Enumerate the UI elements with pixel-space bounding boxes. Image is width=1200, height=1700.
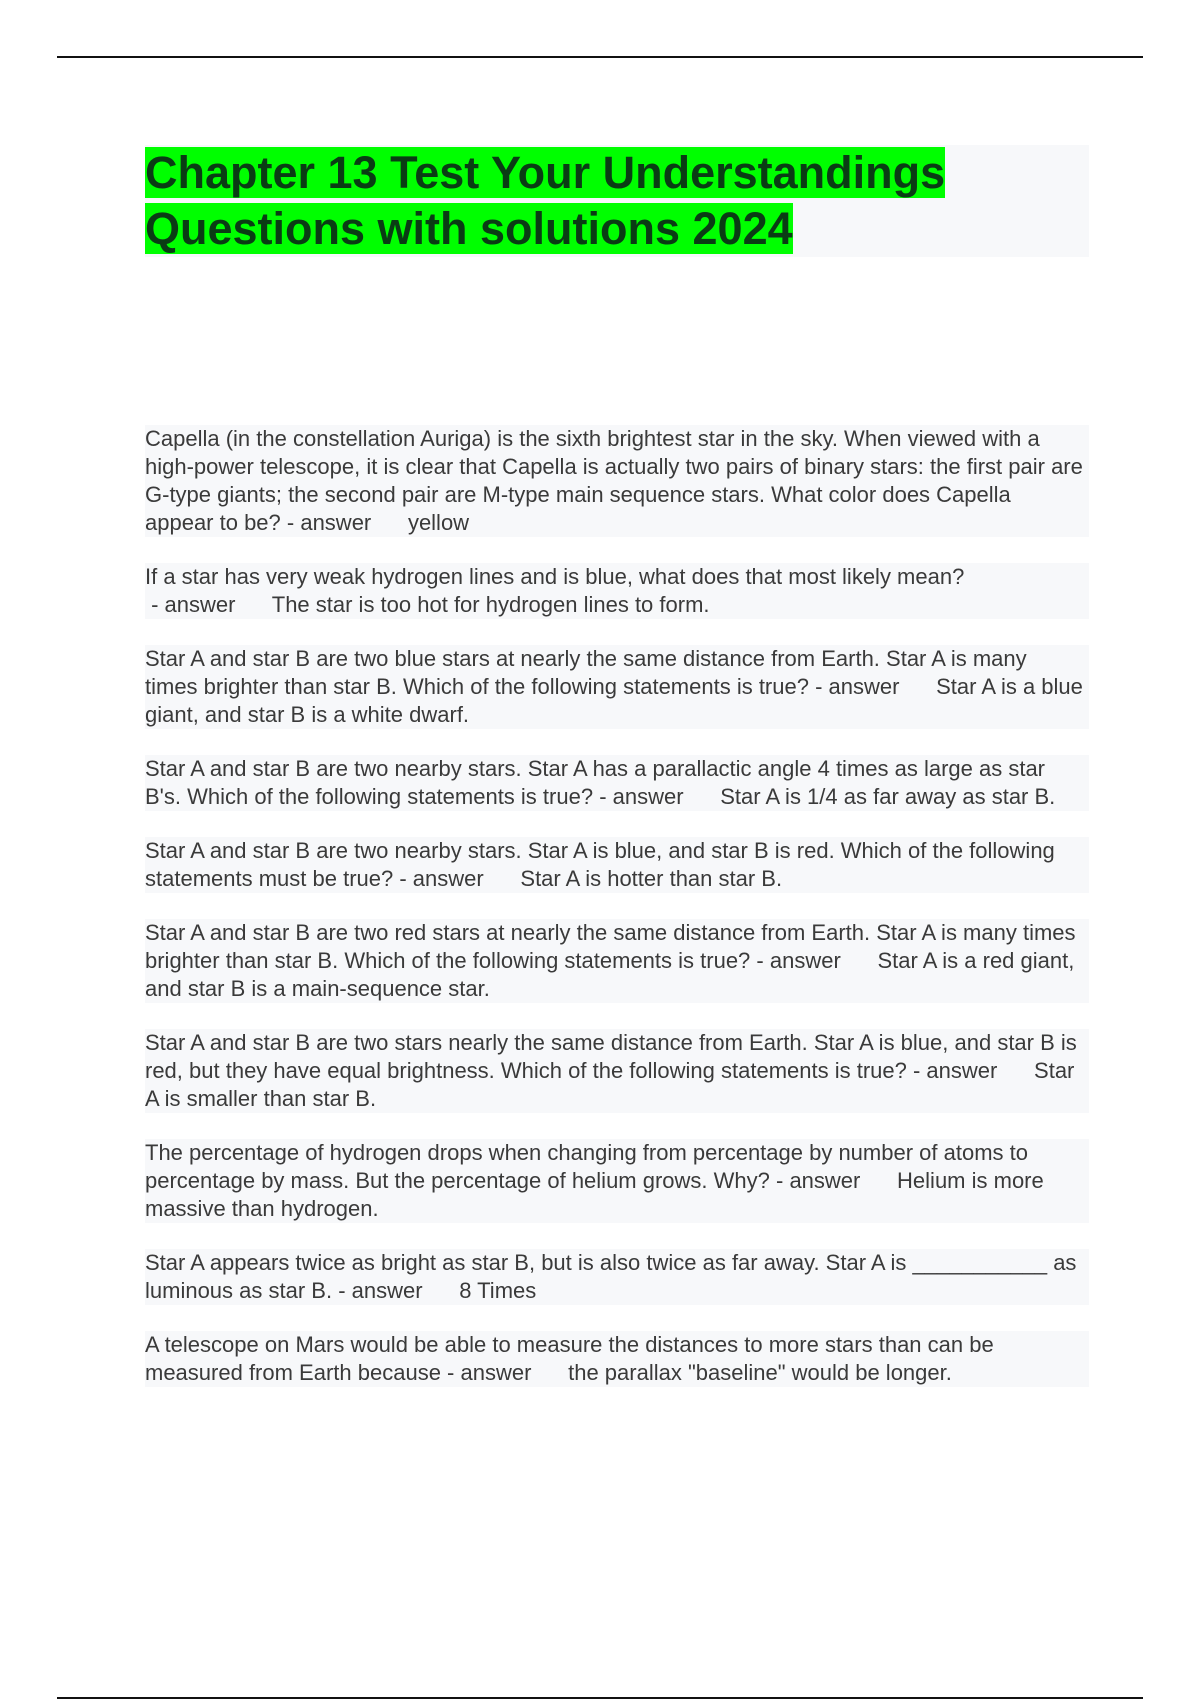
answer-separator: - answer — [593, 784, 721, 809]
answer-separator: - answer — [440, 1360, 569, 1385]
answer-text: Star A is smaller than star B. — [145, 1058, 1075, 1111]
answer-text: 8 Times — [459, 1278, 537, 1303]
answer-text: Star A is 1/4 as far away as star B. — [720, 784, 1056, 809]
qa-item — [145, 837, 1089, 893]
answer-separator: - answer — [145, 592, 272, 617]
qa-item — [145, 1249, 1089, 1305]
qa-item — [145, 1331, 1089, 1387]
qa-item — [145, 1139, 1089, 1223]
answer-text: The star is too hot for hydrogen lines to form. — [271, 592, 710, 617]
document-title — [145, 145, 1089, 257]
answer-separator: - answer — [906, 1058, 1035, 1083]
qa-list — [145, 425, 1089, 1413]
answer-text: Star A is a red giant, and star B is a main-sequence star. — [145, 948, 1075, 1001]
title-block — [145, 145, 1089, 257]
qa-item — [145, 425, 1089, 537]
qa-item — [145, 755, 1089, 811]
question-text: Star A and star B are two nearby stars. Star A is blue, and star B is red. Which of the following statements must be true? — [145, 838, 1055, 891]
bottom-rule — [57, 1697, 1143, 1699]
top-rule — [57, 56, 1143, 58]
question-text: Star A appears twice as bright as star B, but is also twice as far away. Star A is ___________ as luminous as star B. — [145, 1250, 1077, 1303]
answer-text: yellow — [407, 510, 470, 535]
answer-text: the parallax "baseline" would be longer. — [568, 1360, 952, 1385]
answer-text: Helium is more massive than hydrogen. — [145, 1168, 1044, 1221]
qa-item — [145, 645, 1089, 729]
question-text: The percentage of hydrogen drops when changing from percentage by number of atoms to percentage by mass. But the percentage of helium grows. Why? — [145, 1140, 1028, 1193]
question-text: If a star has very weak hydrogen lines and is blue, what does that most likely mean? — [145, 564, 965, 589]
answer-text: Star A is a blue giant, and star B is a white dwarf. — [145, 674, 1083, 727]
question-text: Star A and star B are two stars nearly the same distance from Earth. Star A is blue, and star B is red, but they have equal brightness. Which of the following statements is true? — [145, 1030, 1077, 1083]
question-text: Star A and star B are two nearby stars. Star A has a parallactic angle 4 times as large as star B's. Which of the following statements is true? — [145, 756, 1046, 809]
answer-separator: - answer — [808, 674, 937, 699]
answer-text: Star A is hotter than star B. — [520, 866, 783, 891]
question-text: Star A and star B are two red stars at nearly the same distance from Earth. Star A is many times brighter than star B. Which of the following statements is true? — [145, 920, 1076, 973]
answer-separator: - answer — [393, 866, 521, 891]
qa-item — [145, 563, 1089, 619]
title-line-2: Questions with solutions 2024 — [145, 203, 793, 254]
question-text: A telescope on Mars would be able to measure the distances to more stars than can be measured from Earth because — [145, 1332, 994, 1385]
answer-separator: - answer — [769, 1168, 898, 1193]
qa-item — [145, 1029, 1089, 1113]
answer-separator: - answer — [332, 1278, 460, 1303]
answer-separator: - answer — [280, 510, 408, 535]
question-text: Capella (in the constellation Auriga) is the sixth brightest star in the sky. When viewed with a high-power telescope, it is clear that Capella is actually two pairs of binary stars: the first pair are G-type giants; the second pair are M-type main sequence stars. What color does Capella appear to be? — [145, 426, 1083, 535]
qa-item — [145, 919, 1089, 1003]
title-line-1: Chapter 13 Test Your Understandings — [145, 147, 946, 198]
question-text: Star A and star B are two blue stars at nearly the same distance from Earth. Star A is many times brighter than star B. Which of the following statements is true? — [145, 646, 1027, 699]
answer-separator: - answer — [750, 948, 878, 973]
